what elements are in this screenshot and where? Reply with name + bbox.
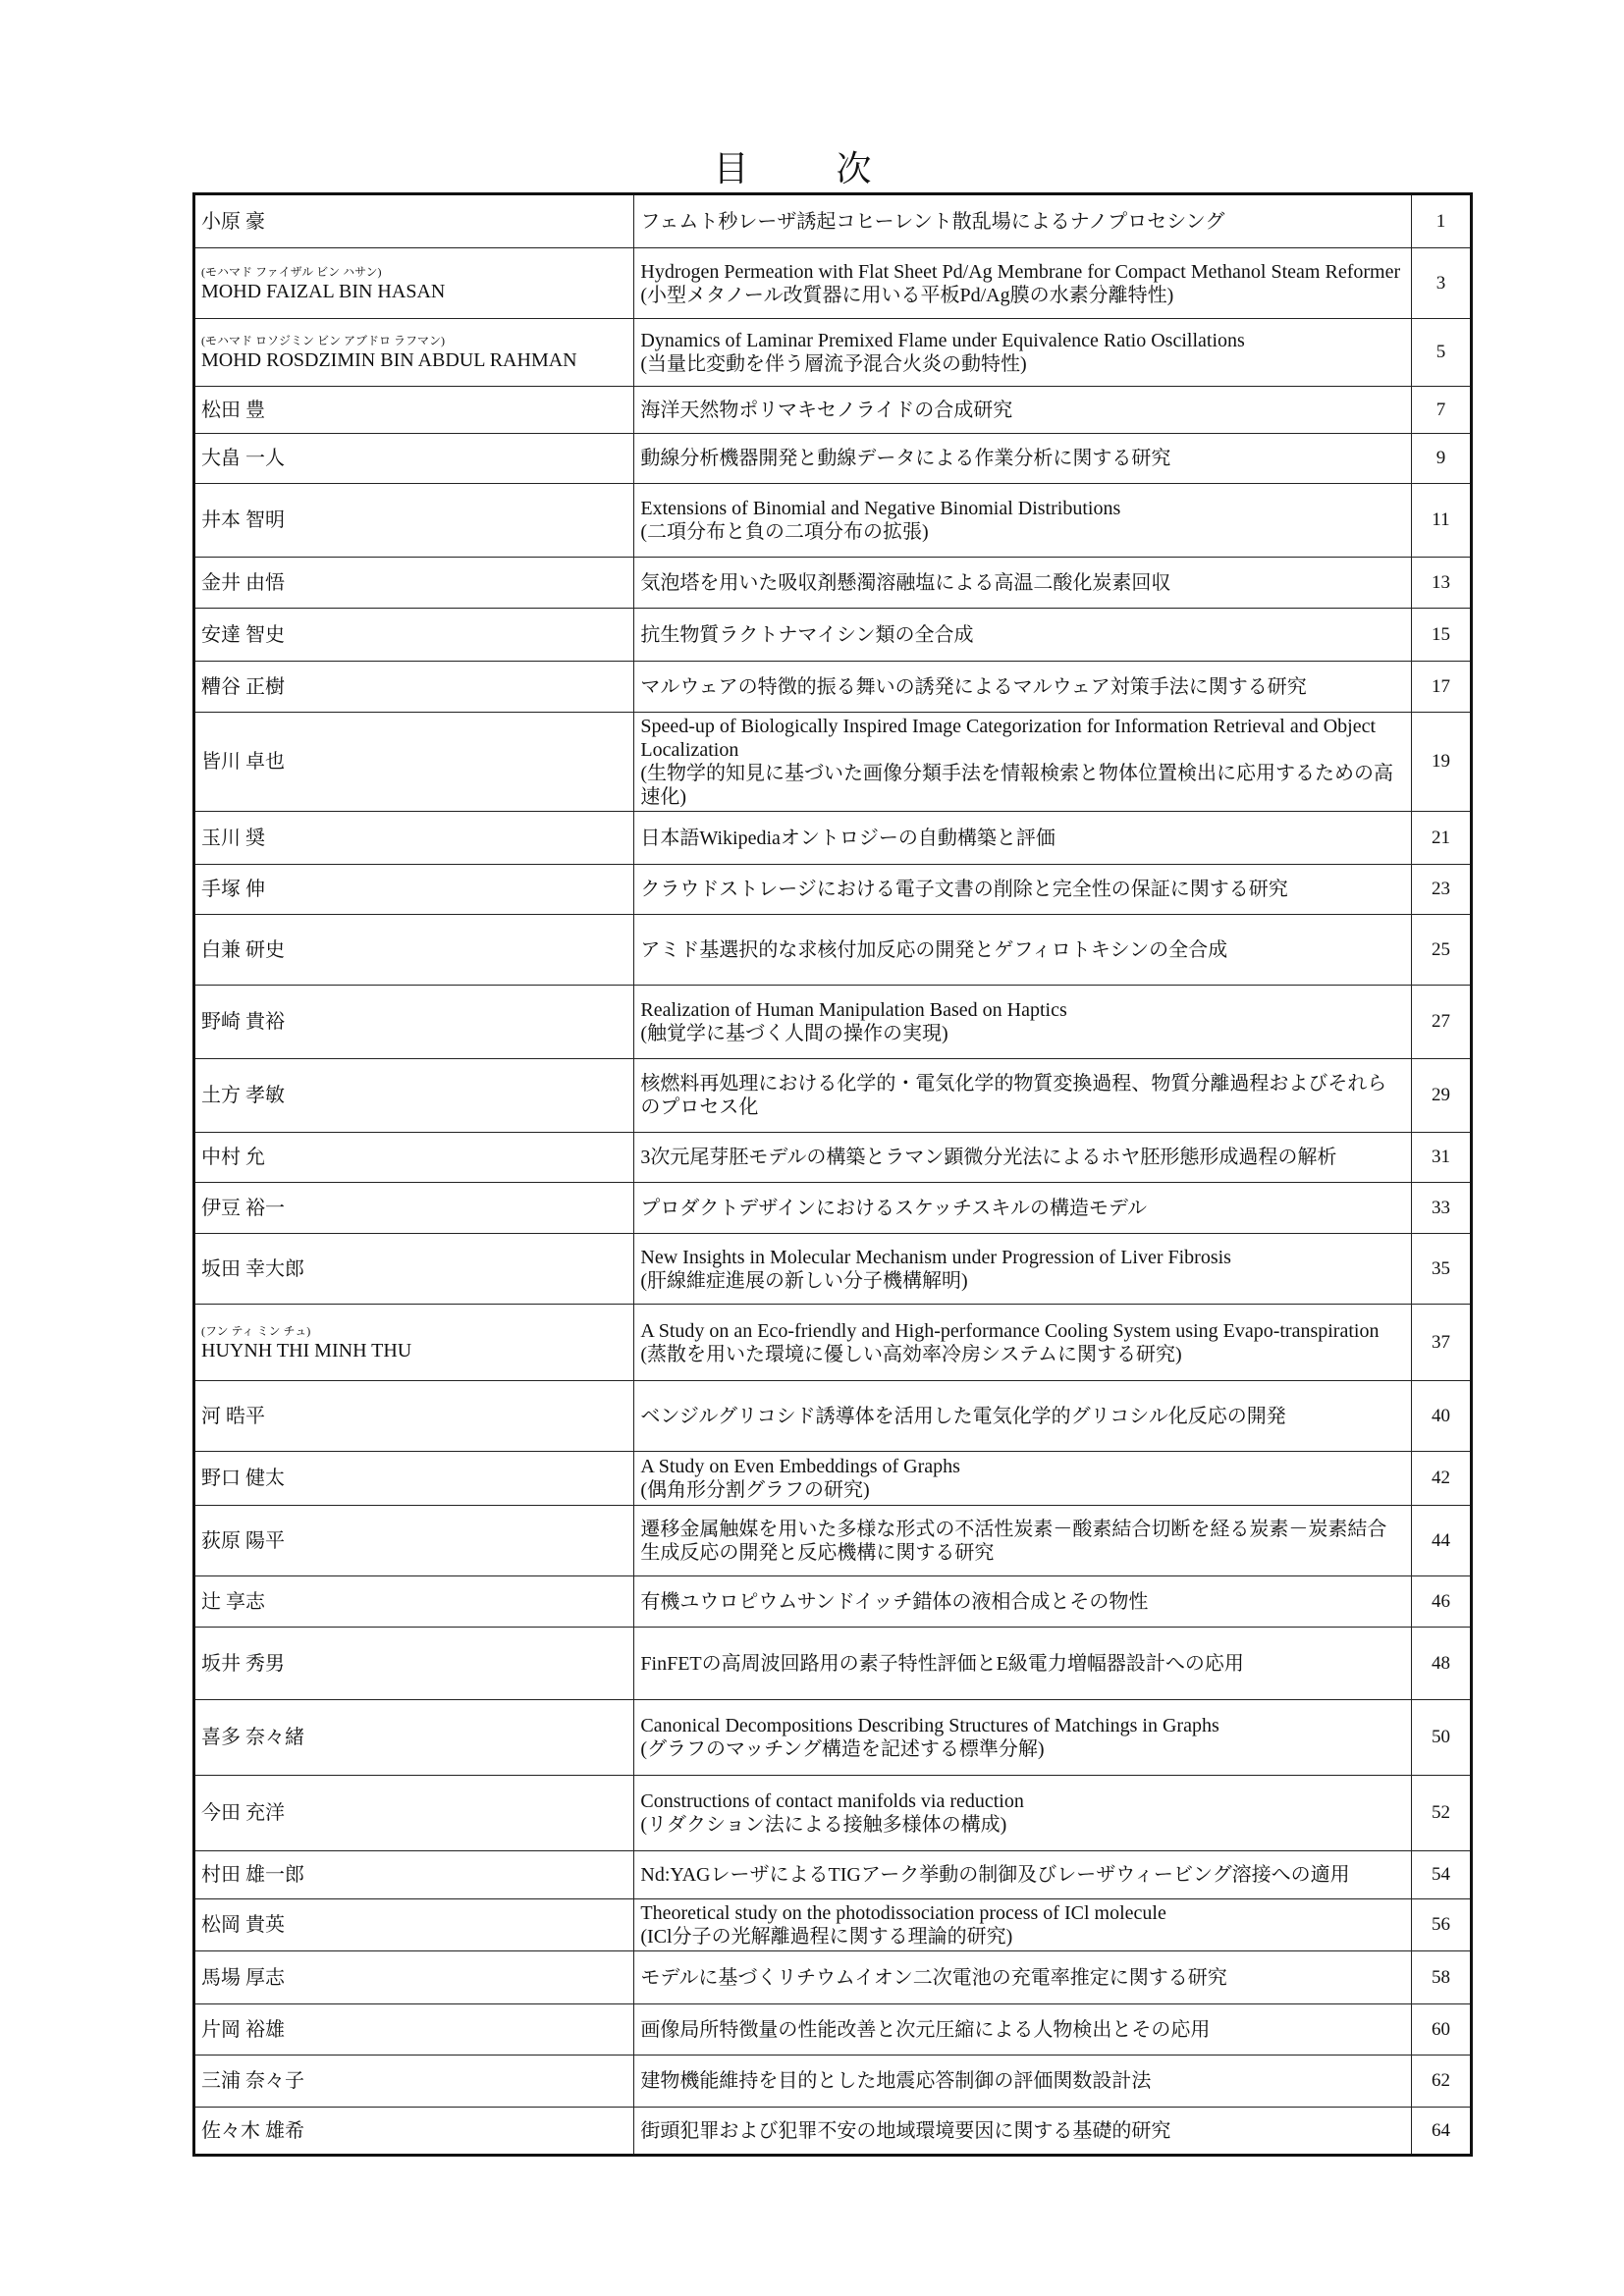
page-number: 48	[1411, 1628, 1471, 1700]
thesis-title: Canonical Decompositions Describing Structures of Matchings in Graphs	[640, 1715, 1219, 1736]
thesis-title: 画像局所特徴量の性能改善と次元圧縮による人物検出とその応用	[640, 2018, 1211, 2041]
page-number: 40	[1411, 1381, 1471, 1452]
thesis-title-cell	[634, 1776, 1412, 1851]
author-cell	[194, 1628, 634, 1700]
toc-row	[194, 194, 1472, 248]
author-name: 佐々木 雄希	[201, 2119, 304, 2142]
thesis-title: A Study on Even Embeddings of Graphs	[640, 1456, 960, 1477]
author-cell	[194, 865, 634, 915]
thesis-title-cell	[634, 194, 1412, 248]
thesis-title-cell	[634, 434, 1412, 484]
author-cell	[194, 2004, 634, 2056]
thesis-title-cell	[634, 1628, 1412, 1700]
author-name: 坂田 幸大郎	[201, 1257, 304, 1280]
toc-row	[194, 248, 1472, 319]
toc-row	[194, 2004, 1472, 2056]
author-name: 糟谷 正樹	[201, 675, 285, 698]
author-name: 今田 充洋	[201, 1802, 285, 1824]
thesis-subtitle: (小型メタノール改質器に用いる平板Pd/Ag膜の水素分離特性)	[640, 284, 1174, 306]
author-cell	[194, 986, 634, 1059]
thesis-title-cell	[634, 1506, 1412, 1576]
author-cell	[194, 1381, 634, 1452]
author-cell	[194, 1576, 634, 1628]
thesis-title: FinFETの高周波回路用の素子特性評価とE級電力増幅器設計への応用	[640, 1652, 1244, 1675]
toc-row	[194, 1305, 1472, 1381]
thesis-title: Theoretical study on the photodissociation process of ICl molecule	[640, 1902, 1166, 1924]
page-number: 64	[1411, 2108, 1471, 2156]
thesis-title-cell	[634, 915, 1412, 986]
thesis-title-cell	[634, 2108, 1412, 2156]
author-cell	[194, 1234, 634, 1305]
author-cell	[194, 662, 634, 713]
toc-row	[194, 1234, 1472, 1305]
author-cell	[194, 1899, 634, 1951]
page-number: 27	[1411, 986, 1471, 1059]
page-number: 5	[1411, 319, 1471, 387]
author-name: 喜多 奈々緒	[201, 1727, 304, 1748]
toc-row	[194, 609, 1472, 662]
page-number: 58	[1411, 1951, 1471, 2004]
toc-row	[194, 986, 1472, 1059]
thesis-title: New Insights in Molecular Mechanism under Progression of Liver Fibrosis	[640, 1246, 1231, 1268]
author-name: 松田 豊	[201, 399, 265, 421]
page-number: 9	[1411, 434, 1471, 484]
toc-row	[194, 662, 1472, 713]
toc-row	[194, 1133, 1472, 1183]
thesis-title-cell	[634, 2056, 1412, 2108]
thesis-title: Constructions of contact manifolds via reduction	[640, 1790, 1024, 1812]
toc-row	[194, 1381, 1472, 1452]
author-cell	[194, 1506, 634, 1576]
thesis-title-cell	[634, 1576, 1412, 1628]
page-number: 11	[1411, 484, 1471, 558]
thesis-title-cell	[634, 248, 1412, 319]
author-cell	[194, 2056, 634, 2108]
toc-row	[194, 319, 1472, 387]
author-name: 伊豆 裕一	[201, 1197, 285, 1219]
author-name: 片岡 裕雄	[201, 2018, 285, 2041]
page-number: 21	[1411, 812, 1471, 865]
author-reading: (モハマド ロソジミン ビン アブドロ ラフマン)	[201, 334, 445, 347]
author-name: 松岡 貴英	[201, 1914, 285, 1936]
thesis-subtitle: (蒸散を用いた環境に優しい高効率冷房システムに関する研究)	[640, 1343, 1182, 1365]
page-number: 15	[1411, 609, 1471, 662]
page-number: 25	[1411, 915, 1471, 986]
toc-row	[194, 2108, 1472, 2156]
toc-row	[194, 1576, 1472, 1628]
thesis-title: マルウェアの特徴的振る舞いの誘発によるマルウェア対策手法に関する研究	[640, 675, 1307, 698]
author-cell	[194, 1851, 634, 1899]
author-name: HUYNH THI MINH THU	[201, 1339, 412, 1362]
author-name: 村田 雄一郎	[201, 1864, 304, 1886]
author-cell	[194, 1700, 634, 1776]
page-number: 46	[1411, 1576, 1471, 1628]
author-cell	[194, 434, 634, 484]
page-number: 7	[1411, 387, 1471, 434]
toc-row	[194, 1776, 1472, 1851]
toc-row	[194, 865, 1472, 915]
thesis-title-cell	[634, 1700, 1412, 1776]
author-cell	[194, 319, 634, 387]
thesis-title-cell	[634, 1899, 1412, 1951]
page-number: 56	[1411, 1899, 1471, 1951]
author-name: 河 晧平	[201, 1405, 265, 1427]
toc-row	[194, 713, 1472, 812]
toc-row	[194, 1183, 1472, 1234]
author-name: 辻 享志	[201, 1590, 265, 1613]
thesis-title-cell	[634, 1851, 1412, 1899]
thesis-title: 街頭犯罪および犯罪不安の地域環境要因に関する基礎的研究	[640, 2119, 1171, 2142]
thesis-title-cell	[634, 484, 1412, 558]
author-name: 金井 由悟	[201, 571, 285, 594]
thesis-subtitle: (触覚学に基づく人間の操作の実現)	[640, 1023, 948, 1044]
thesis-title: 日本語Wikipediaオントロジーの自動構築と評価	[640, 827, 1056, 849]
toc-row	[194, 1951, 1472, 2004]
page-number: 13	[1411, 558, 1471, 609]
author-cell	[194, 812, 634, 865]
toc-row	[194, 558, 1472, 609]
toc-row	[194, 2056, 1472, 2108]
author-cell	[194, 558, 634, 609]
thesis-title: A Study on an Eco-friendly and High-performance Cooling System using Evapo-transpiration	[640, 1319, 1380, 1342]
thesis-title-cell	[634, 319, 1412, 387]
author-reading: (モハマド ファイザル ビン ハサン)	[201, 264, 382, 279]
page-number: 1	[1411, 194, 1471, 248]
thesis-title-cell	[634, 865, 1412, 915]
author-name: 大畠 一人	[201, 448, 285, 469]
thesis-title: クラウドストレージにおける電子文書の削除と完全性の保証に関する研究	[640, 879, 1288, 900]
toc-row	[194, 1899, 1472, 1951]
thesis-title-cell	[634, 1305, 1412, 1381]
author-name: 中村 允	[201, 1147, 265, 1168]
author-name: 安達 智史	[201, 623, 285, 646]
page-number: 35	[1411, 1234, 1471, 1305]
thesis-subtitle: (当量比変動を伴う層流予混合火炎の動特性)	[640, 353, 1027, 375]
toc-row	[194, 812, 1472, 865]
thesis-title: 動線分析機器開発と動線データによる作業分析に関する研究	[640, 448, 1171, 469]
table-of-contents	[192, 192, 1473, 2157]
author-cell	[194, 1776, 634, 1851]
thesis-subtitle: (肝線維症進展の新しい分子機構解明)	[640, 1269, 968, 1292]
thesis-title-cell	[634, 986, 1412, 1059]
toc-row	[194, 1506, 1472, 1576]
thesis-title: 建物機能維持を目的とした地震応答制御の評価関数設計法	[640, 2070, 1152, 2092]
author-cell	[194, 484, 634, 558]
thesis-title-cell	[634, 1234, 1412, 1305]
page-number: 42	[1411, 1452, 1471, 1506]
author-cell	[194, 1452, 634, 1506]
thesis-title-cell	[634, 1452, 1412, 1506]
thesis-title: 抗生物質ラクトナマイシン類の全合成	[640, 623, 974, 646]
author-name: MOHD ROSDZIMIN BIN ABDUL RAHMAN	[201, 349, 577, 371]
page-title: 目 次	[713, 149, 911, 188]
toc-row	[194, 434, 1472, 484]
thesis-title-cell	[634, 662, 1412, 713]
thesis-title: Realization of Human Manipulation Based on Haptics	[640, 999, 1067, 1021]
thesis-title: Speed-up of Biologically Inspired Image Categorization for Information Retrieval and Object Localization	[640, 716, 1377, 761]
author-name: 小原 豪	[201, 210, 265, 233]
thesis-title: モデルに基づくリチウムイオン二次電池の充電率推定に関する研究	[640, 1966, 1227, 1989]
thesis-title: 海洋天然物ポリマキセノライドの合成研究	[640, 399, 1013, 421]
author-cell	[194, 1951, 634, 2004]
thesis-title-cell	[634, 2004, 1412, 2056]
thesis-subtitle: (二項分布と負の二項分布の拡張)	[640, 521, 929, 543]
author-cell	[194, 2108, 634, 2156]
author-name: 手塚 伸	[201, 879, 265, 900]
page-number: 60	[1411, 2004, 1471, 2056]
author-name: 野口 健太	[201, 1468, 285, 1489]
author-name: 三浦 奈々子	[201, 2070, 304, 2092]
thesis-title-cell	[634, 1133, 1412, 1183]
author-name: 野崎 貴裕	[201, 1011, 285, 1033]
author-cell	[194, 387, 634, 434]
thesis-title-cell	[634, 1951, 1412, 2004]
author-cell	[194, 1183, 634, 1234]
thesis-title: プロダクトデザインにおけるスケッチスキルの構造モデル	[640, 1197, 1147, 1219]
page-number: 23	[1411, 865, 1471, 915]
thesis-subtitle: (偶角形分割グラフの研究)	[640, 1479, 870, 1501]
thesis-title-cell	[634, 1059, 1412, 1133]
toc-row	[194, 484, 1472, 558]
page-number: 17	[1411, 662, 1471, 713]
thesis-title: Nd:YAGレーザによるTIGアーク挙動の制御及びレーザウィービング溶接への適用	[640, 1864, 1350, 1886]
toc-row	[194, 387, 1472, 434]
thesis-title: Extensions of Binomial and Negative Binomial Distributions	[640, 498, 1121, 519]
toc-row	[194, 915, 1472, 986]
author-cell	[194, 1133, 634, 1183]
author-reading: (フン ティ ミン チュ)	[201, 1323, 311, 1338]
thesis-title: 有機ユウロピウムサンドイッチ錯体の液相合成とその物性	[640, 1590, 1149, 1613]
thesis-subtitle: (リダクション法による接触多様体の構成)	[640, 1814, 1007, 1836]
thesis-title: Dynamics of Laminar Premixed Flame under Equivalence Ratio Oscillations	[640, 330, 1245, 351]
page-number: 62	[1411, 2056, 1471, 2108]
author-name: 井本 智明	[201, 509, 285, 531]
thesis-title: フェムト秒レーザ誘起コヒーレント散乱場によるナノプロセシング	[640, 210, 1225, 233]
toc-row	[194, 1059, 1472, 1133]
toc-row	[194, 1452, 1472, 1506]
author-cell	[194, 248, 634, 319]
page-number: 19	[1411, 713, 1471, 812]
author-cell	[194, 713, 634, 812]
thesis-title: 遷移金属触媒を用いた多様な形式の不活性炭素－酸素結合切断を経る炭素－炭素結合生成反応の開発と反応機構に関する研究	[640, 1518, 1387, 1564]
thesis-subtitle: (生物学的知見に基づいた画像分類手法を情報検索と物体位置検出に応用するための高速化)	[640, 763, 1394, 808]
thesis-title-cell	[634, 713, 1412, 812]
page-number: 31	[1411, 1133, 1471, 1183]
author-name: MOHD FAIZAL BIN HASAN	[201, 280, 446, 302]
thesis-subtitle: (ICl分子の光解離過程に関する理論的研究)	[640, 1926, 1013, 1948]
author-name: 土方 孝敏	[201, 1085, 285, 1106]
page-number: 50	[1411, 1700, 1471, 1776]
author-name: 荻原 陽平	[201, 1529, 285, 1552]
thesis-title-cell	[634, 609, 1412, 662]
author-name: 馬場 厚志	[201, 1966, 285, 1989]
author-name: 坂井 秀男	[201, 1652, 285, 1675]
page-number: 37	[1411, 1305, 1471, 1381]
page-number: 52	[1411, 1776, 1471, 1851]
thesis-title: ベンジルグリコシド誘導体を活用した電気化学的グリコシル化反応の開発	[640, 1405, 1286, 1427]
thesis-title-cell	[634, 558, 1412, 609]
thesis-title-cell	[634, 1381, 1412, 1452]
thesis-title: アミド基選択的な求核付加反応の開発とゲフィロトキシンの全合成	[640, 938, 1228, 961]
page-number: 44	[1411, 1506, 1471, 1576]
page-number: 3	[1411, 248, 1471, 319]
author-cell	[194, 609, 634, 662]
author-name: 玉川 奨	[201, 827, 265, 849]
thesis-subtitle: (グラフのマッチング構造を記述する標準分解)	[640, 1738, 1045, 1760]
thesis-title-cell	[634, 1183, 1412, 1234]
thesis-title-cell	[634, 387, 1412, 434]
toc-row	[194, 1851, 1472, 1899]
toc-row	[194, 1628, 1472, 1700]
page-number: 33	[1411, 1183, 1471, 1234]
thesis-title: Hydrogen Permeation with Flat Sheet Pd/Ag Membrane for Compact Methanol Steam Reformer	[640, 260, 1401, 283]
author-name: 白兼 研史	[201, 938, 285, 961]
thesis-title: 核燃料再処理における化学的・電気化学的物質変換過程、物質分離過程およびそれらのプロセス化	[640, 1073, 1387, 1118]
page-number: 29	[1411, 1059, 1471, 1133]
author-cell	[194, 915, 634, 986]
thesis-title-cell	[634, 812, 1412, 865]
author-name: 皆川 卓也	[201, 751, 285, 773]
page-number: 54	[1411, 1851, 1471, 1899]
author-cell	[194, 1059, 634, 1133]
thesis-title: 気泡塔を用いた吸収剤懸濁溶融塩による高温二酸化炭素回収	[640, 571, 1171, 594]
author-cell	[194, 1305, 634, 1381]
thesis-title: 3次元尾芽胚モデルの構築とラマン顕微分光法によるホヤ胚形態形成過程の解析	[640, 1147, 1337, 1168]
toc-row	[194, 1700, 1472, 1776]
author-cell	[194, 194, 634, 248]
